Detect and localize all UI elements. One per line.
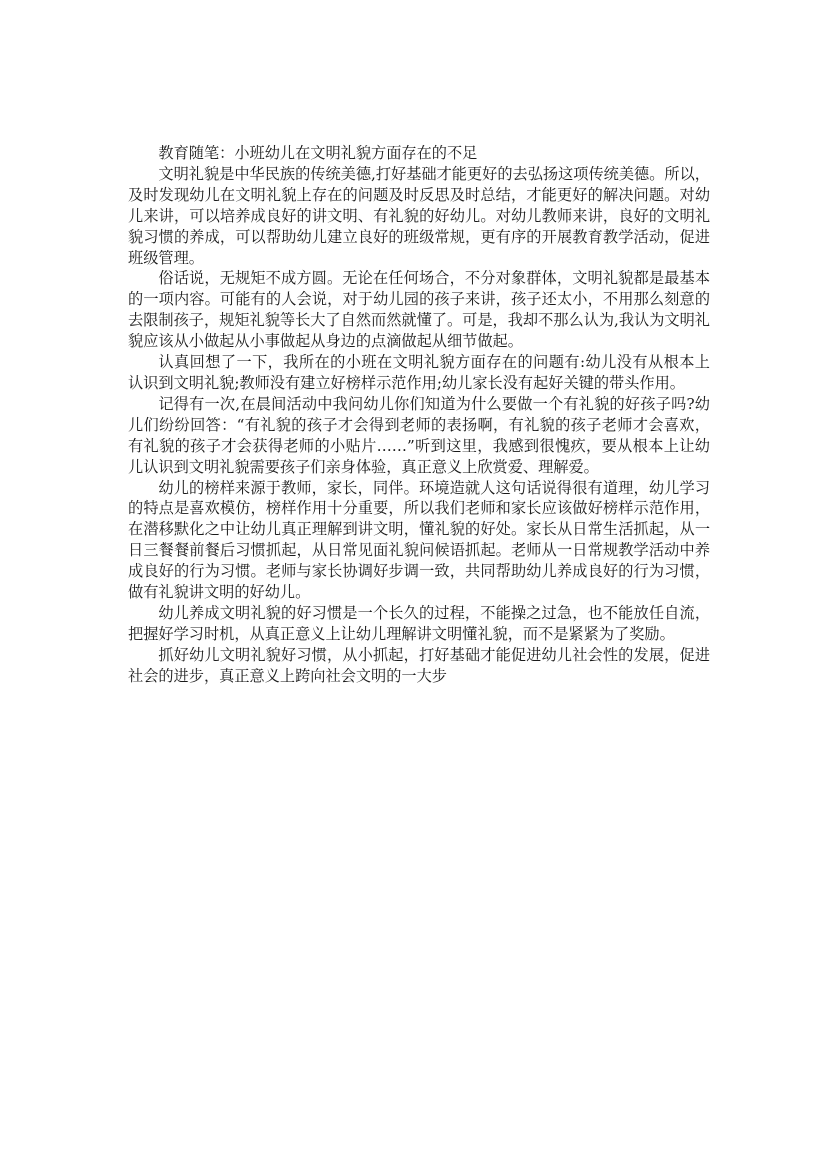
document-body <box>128 143 710 687</box>
paragraph-4: 记得有一次,在晨间活动中我问幼儿你们知道为什么要做一个有礼貌的好孩子吗?幼儿们纷纷回答：“有礼貌的孩子才会得到老师的表扬啊，有礼貌的孩子老师才会喜欢，有礼貌的孩子才会获得老师的小贴片……”听到这里，我感到很愧疚，要从根本上让幼儿认识到文明礼貌需要孩子们亲身体验，真正意义上欣赏爱、理解爱。 <box>128 394 710 476</box>
paragraph-5: 幼儿的榜样来源于教师，家长，同伴。环境造就人这句话说得很有道理，幼儿学习的特点是喜欢模仿，榜样作用十分重要，所以我们老师和家长应该做好榜样示范作用，在潜移默化之中让幼儿真正理解到讲文明，懂礼貌的好处。家长从日常生活抓起，从一日三餐餐前餐后习惯抓起，从日常见面礼貌问候语抓起。老师从一日常规教学活动中养成良好的行为习惯。老师与家长协调好步调一致，共同帮助幼儿养成良好的行为习惯，做有礼貌讲文明的好幼儿。 <box>128 478 710 602</box>
paragraph-2: 俗话说，无规矩不成方圆。无论在任何场合，不分对象群体，文明礼貌都是最基本的一项内容。可能有的人会说，对于幼儿园的孩子来讲，孩子还太小，不用那么刻意的去限制孩子，规矩礼貌等长大了自然而然就懂了。可是，我却不那么认为,我认为文明礼貌应该从小做起从小事做起从身边的点滴做起从细节做起。 <box>128 269 710 351</box>
paragraph-1: 文明礼貌是中华民族的传统美德,打好基础才能更好的去弘扬这项传统美德。所以，及时发现幼儿在文明礼貌上存在的问题及时反思及时总结，才能更好的解决问题。对幼儿来讲，可以培养成良好的讲文明、有礼貌的好幼儿。对幼儿教师来讲，良好的文明礼貌习惯的养成，可以帮助幼儿建立良好的班级常规，更有序的开展教育教学活动，促进班级管理。 <box>128 164 710 267</box>
paragraph-7: 抓好幼儿文明礼貌好习惯，从小抓起，打好基础才能促进幼儿社会性的发展，促进社会的进步，真正意义上跨向社会文明的一大步 <box>128 645 710 685</box>
paragraph-3: 认真回想了一下，我所在的小班在文明礼貌方面存在的问题有:幼儿没有从根本上认识到文明礼貌;教师没有建立好榜样示范作用;幼儿家长没有起好关键的带头作用。 <box>128 353 710 392</box>
document-title: 教育随笔：小班幼儿在文明礼貌方面存在的不足 <box>158 144 478 162</box>
paragraph-6: 幼儿养成文明礼貌的好习惯是一个长久的过程，不能操之过急，也不能放任自流，把握好学习时机，从真正意义上让幼儿理解讲文明懂礼貌，而不是紧紧为了奖励。 <box>128 603 710 643</box>
